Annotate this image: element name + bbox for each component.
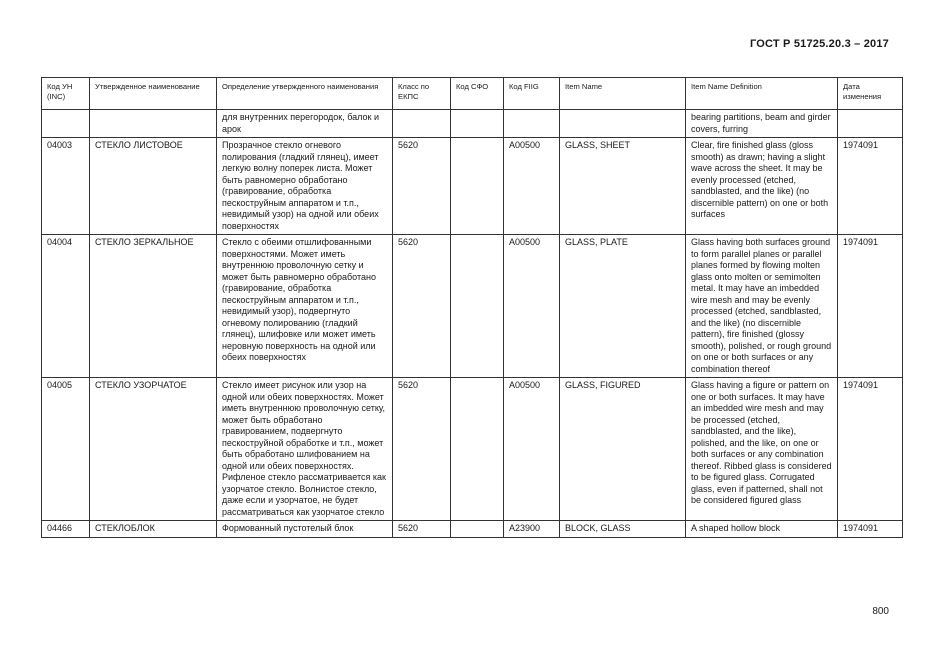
col-header-item-name: Item Name bbox=[560, 78, 686, 110]
cell-name-ru: СТЕКЛО ЗЕРКАЛЬНОЕ bbox=[90, 235, 217, 378]
cell-inc: 04003 bbox=[42, 138, 90, 235]
continuation-definition-ru: для внутренних перегородок, балок и арок bbox=[217, 110, 393, 138]
cell-definition-en: A shaped hollow block bbox=[686, 521, 838, 538]
cell-item-name: GLASS, SHEET bbox=[560, 138, 686, 235]
cell-ekps: 5620 bbox=[393, 378, 451, 521]
page-number: 800 bbox=[872, 606, 889, 617]
cell-date: 1974091 bbox=[838, 521, 903, 538]
table-row bbox=[42, 378, 903, 521]
col-header-definition-ru: Определение утвержденного наименования bbox=[217, 78, 393, 110]
cell-definition-ru: Стекло имеет рисунок или узор на одной или обеих поверхностях. Может иметь внутреннюю проволочную сетку, может быть обработано гравированием, подвергнуто пескоструйной обработке и т.п., может быть обработано шлифованием на одной или обеих поверхностях. Рифленое стекло рассматривается как узорчатое стекло. Волнистое стекло, даже если и узорчатое, не будет рассматриваться как узорчатое стекло bbox=[217, 378, 393, 521]
cell-name-ru: СТЕКЛО ЛИСТОВОЕ bbox=[90, 138, 217, 235]
cell-sfo bbox=[451, 138, 504, 235]
cell-sfo bbox=[451, 378, 504, 521]
col-header-date: Дата изменения bbox=[838, 78, 903, 110]
col-header-definition-en: Item Name Definition bbox=[686, 78, 838, 110]
col-header-fiig: Код FIIG bbox=[504, 78, 560, 110]
cell-sfo bbox=[451, 235, 504, 378]
cell-date: 1974091 bbox=[838, 138, 903, 235]
classification-table bbox=[41, 77, 903, 538]
table-row bbox=[42, 138, 903, 235]
table-row bbox=[42, 235, 903, 378]
cell-ekps: 5620 bbox=[393, 138, 451, 235]
cell-item-name: GLASS, FIGURED bbox=[560, 378, 686, 521]
col-header-sfo: Код СФО bbox=[451, 78, 504, 110]
cell-definition-ru: Прозрачное стекло огневого полирования (гладкий глянец), имеет легкую волну поперек листа. Может быть равномерно обработано (гравирование, обработка пескоструйным аппаратом и т.п., невидимый узор) на одной или обеих поверхностях bbox=[217, 138, 393, 235]
cell-sfo bbox=[451, 521, 504, 538]
cell-inc: 04004 bbox=[42, 235, 90, 378]
cell-name-ru: СТЕКЛОБЛОК bbox=[90, 521, 217, 538]
document-standard-header: ГОСТ Р 51725.20.3 – 2017 bbox=[749, 38, 889, 50]
cell-fiig: A00500 bbox=[504, 235, 560, 378]
cell-ekps: 5620 bbox=[393, 235, 451, 378]
continuation-row bbox=[42, 110, 903, 138]
cell-name-ru: СТЕКЛО УЗОРЧАТОЕ bbox=[90, 378, 217, 521]
col-header-name-ru: Утвержденное наименование bbox=[90, 78, 217, 110]
cell-item-name: GLASS, PLATE bbox=[560, 235, 686, 378]
cell-date: 1974091 bbox=[838, 378, 903, 521]
cell-inc: 04466 bbox=[42, 521, 90, 538]
cell-fiig: A00500 bbox=[504, 378, 560, 521]
col-header-inc: Код УН (INC) bbox=[42, 78, 90, 110]
cell-ekps: 5620 bbox=[393, 521, 451, 538]
continuation-definition-en: bearing partitions, beam and girder covers, furring bbox=[686, 110, 838, 138]
cell-definition-ru: Стекло с обеими отшлифованными поверхностями. Может иметь внутреннюю проволочную сетку и может быть равномерно обработано (гравирование, обработка пескоструйным аппаратом и т.п., невидимый узор), подвергнуто огневому полированию (гладкий глянец), шлифовке или может иметь неровную поверхность на одной или обеих поверхностях bbox=[217, 235, 393, 378]
cell-inc: 04005 bbox=[42, 378, 90, 521]
cell-definition-ru: Формованный пустотелый блок bbox=[217, 521, 393, 538]
cell-fiig: A23900 bbox=[504, 521, 560, 538]
cell-definition-en: Glass having a figure or pattern on one or both surfaces. It may have an imbedded wire mesh and may be processed (etched, sandblasted, and the like), polished, and the like, on one or both surfaces or any combination thereof. Ribbed glass is considered to be figured glass. Corrugated glass, even if patterned, shall not be considered figured glass bbox=[686, 378, 838, 521]
col-header-ekps: Класс по ЕКПС bbox=[393, 78, 451, 110]
cell-date: 1974091 bbox=[838, 235, 903, 378]
cell-item-name: BLOCK, GLASS bbox=[560, 521, 686, 538]
cell-fiig: A00500 bbox=[504, 138, 560, 235]
cell-definition-en: Clear, fire finished glass (gloss smooth) as drawn; having a slight wave across the sheet. It may be evenly processed (etched, sandblasted, and the like) (no discernible pattern) on one or both surfaces bbox=[686, 138, 838, 235]
cell-definition-en: Glass having both surfaces ground to form parallel planes or parallel planes formed by flowing molten glass onto molten or semimolten metal. It may have an imbedded wire mesh and may be evenly processed (etched, sandblasted, and the like) (no discernible pattern), fire finished (glossy smooth), polished, or rough ground on one or both surfaces or any combination thereof bbox=[686, 235, 838, 378]
table-row bbox=[42, 521, 903, 538]
table-header-row bbox=[42, 78, 903, 110]
